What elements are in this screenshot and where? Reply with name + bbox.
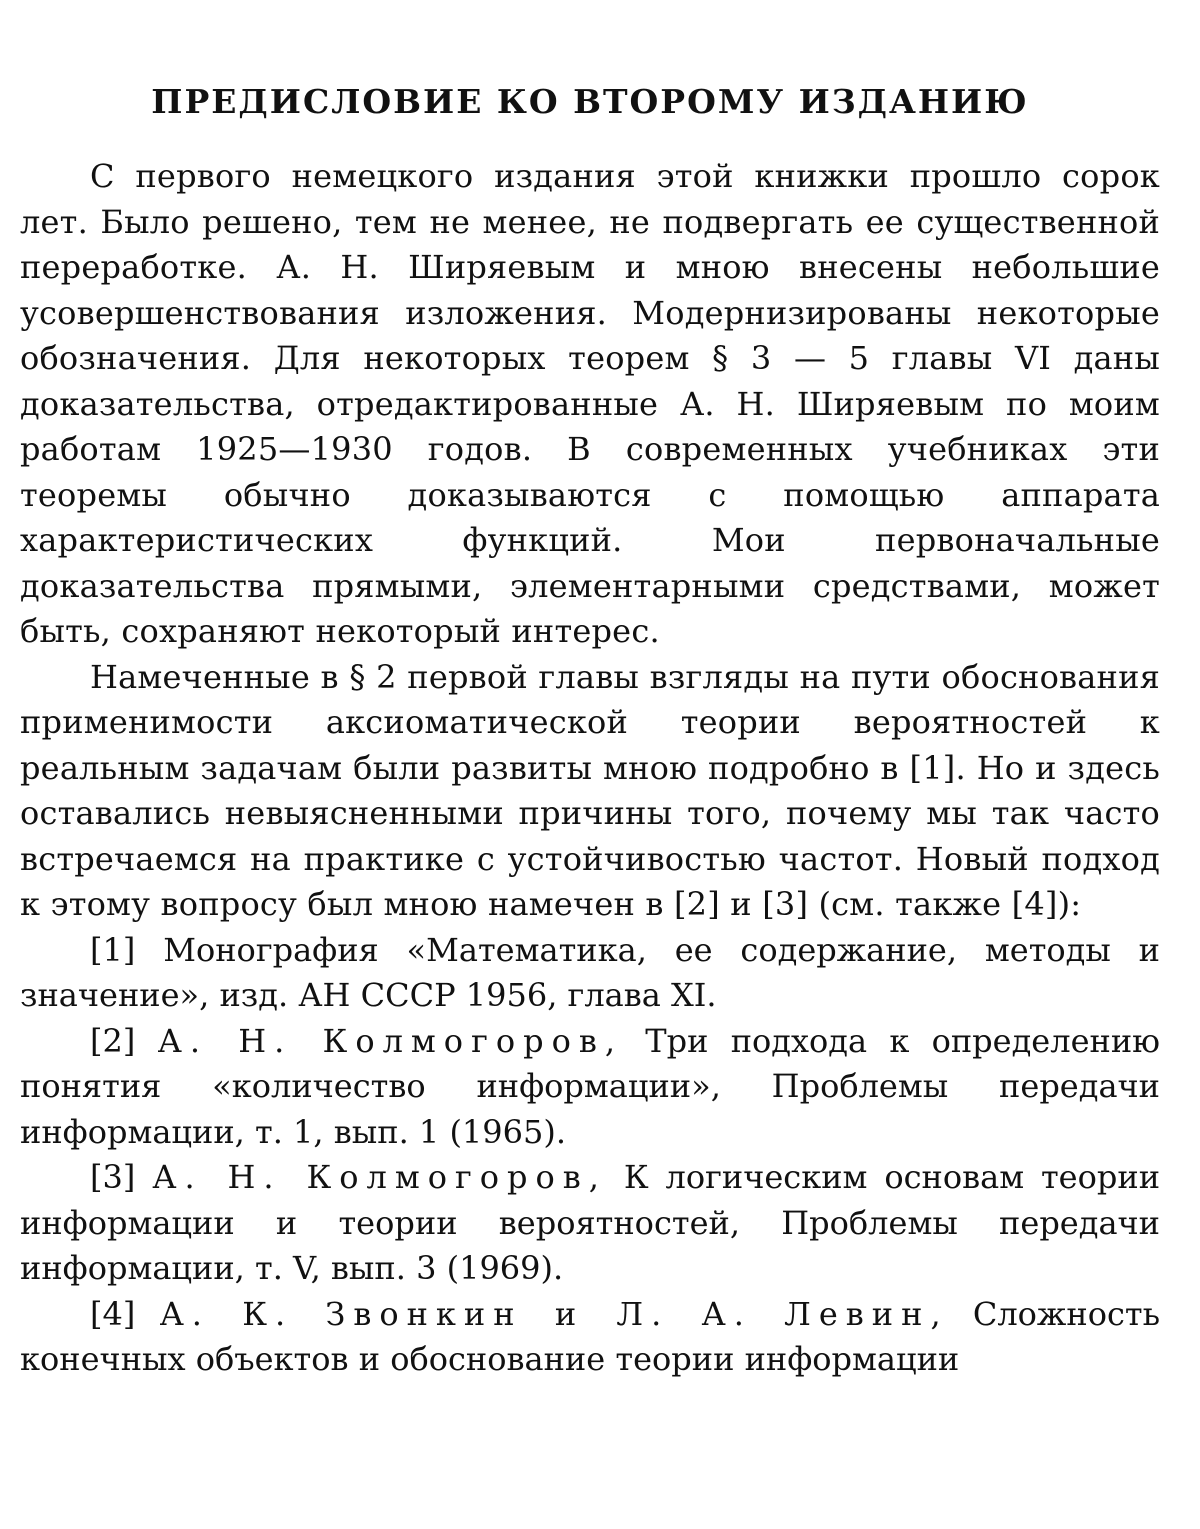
reference-number: [4]	[90, 1294, 136, 1333]
reference-text: Три подхода к определению понятия «количество информации», Проблемы передачи информации, т. 1, вып. 1 (1965).	[20, 1021, 1161, 1151]
reference-number: [1]	[90, 930, 136, 969]
reference-text: Сложность конечных объектов и обоснование теории информации	[20, 1294, 1160, 1378]
reference-author: А. К. Звонкин и Л. А. Левин,	[159, 1294, 949, 1333]
reference-number: [2]	[90, 1021, 136, 1060]
reference-text: Монография «Математика, ее содержание, методы и значение», изд. АН СССР 1956, глава XI.	[20, 930, 1161, 1014]
reference-number: [3]	[90, 1158, 136, 1196]
paragraph-1: С первого немецкого издания этой книжки прошло сорок лет. Было решено, тем не менее, не подвергать ее существенной переработке. А. Н. Ширяевым и мною внесены небольшие усовершенствования изложения. Модернизированы некоторые обозначения. Для некоторых теорем § 3 — 5 главы VI даны доказательства, отредактированные А. Н. Ширяевым по моим работам 1925—1930 годов. В современных учебниках эти теоремы обычно доказываются с помощью аппарата характеристических функций. Мои первоначальные доказательства прямыми, элементарными средствами, может быть, сохраняют некоторый интерес.	[20, 157, 1160, 650]
document-page	[20, 60, 1160, 1383]
paragraph-2: Намеченные в § 2 первой главы взгляды на пути обоснования применимости аксиоматической теории вероятностей к реальным задачам были развиты мною подробно в [1]. Но и здесь оставались невыясненными причины того, почему мы так часто встречаемся на практике с устойчивостью частот. Новый подход к этому вопросу был мною намечен в [2] и [3] (см. также [4]):	[20, 657, 1160, 923]
reference-4	[20, 1292, 1160, 1383]
reference-author: А. Н. Колмогоров,	[157, 1021, 624, 1060]
reference-1	[20, 928, 1160, 1019]
reference-3	[20, 1155, 1160, 1292]
page-title: ПРЕДИСЛОВИЕ КО ВТОРОМУ ИЗДАНИЮ	[151, 82, 1029, 121]
reference-author: А. Н. Колмогоров,	[152, 1158, 607, 1196]
reference-2	[20, 1019, 1160, 1156]
reference-text: К логическим основам теории информации и теории вероятностей, Проблемы передачи информации, т. V, вып. 3 (1969).	[20, 1158, 1161, 1287]
